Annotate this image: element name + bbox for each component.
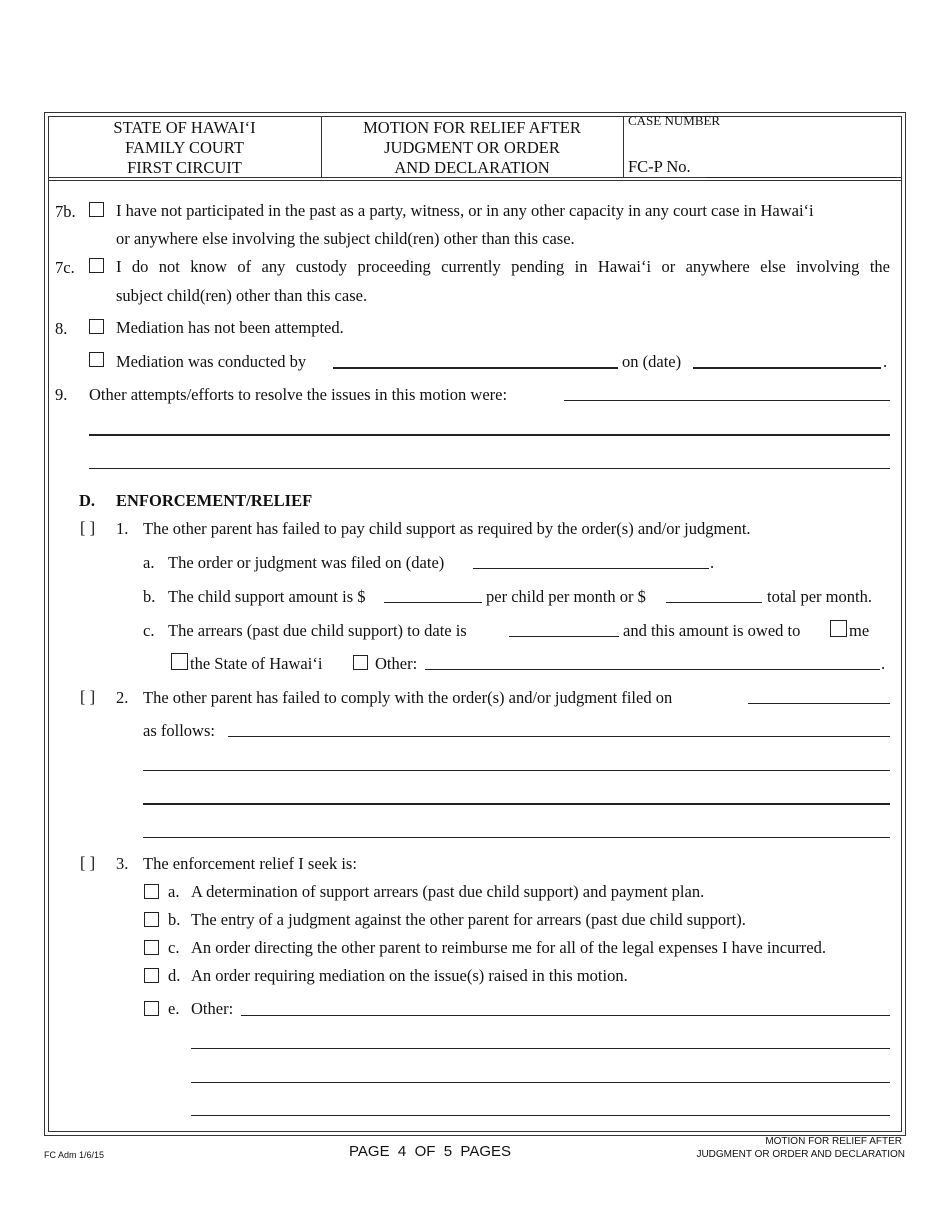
item-d1a-label: a. (143, 553, 155, 572)
support-per-child-field[interactable] (384, 602, 482, 603)
case-number-field[interactable] (706, 177, 896, 178)
item-7b-text-2: or anywhere else involving the subject child(ren) other than this case. (116, 229, 575, 248)
relief-a-label: a. (168, 882, 180, 901)
owed-to-other-checkbox[interactable] (353, 655, 368, 670)
relief-d-text: An order requiring mediation on the issue(s) raised in this motion. (191, 966, 628, 985)
header-divider-2 (623, 116, 624, 178)
case-number-label: CASE NUMBER (628, 113, 721, 128)
relief-a-text: A determination of support arrears (past due child support) and payment plan. (191, 882, 705, 901)
item-d1c-label: c. (143, 621, 155, 640)
court-line-2: FAMILY COURT (125, 138, 244, 157)
title-line-3: AND DECLARATION (394, 158, 550, 177)
noncompliance-field-3[interactable] (143, 803, 890, 805)
item-7c-number: 7c. (55, 258, 75, 277)
owed-to-me-checkbox[interactable] (830, 620, 847, 637)
relief-e-text: Other: (191, 999, 234, 1018)
owed-to-other-field[interactable] (425, 669, 880, 670)
item-d1c-text-2: and this amount is owed to (623, 621, 801, 640)
item-d2-text: The other parent has failed to comply with the order(s) and/or judgment filed on (143, 688, 673, 707)
owed-to-state-label: the State of Hawai‘i (190, 654, 323, 673)
mediation-conducted-text: Mediation was conducted by (116, 352, 307, 371)
noncompliance-field-4[interactable] (143, 837, 890, 838)
owed-to-other-label: Other: (375, 654, 418, 673)
item-d1c-text-1: The arrears (past due child support) to date is (168, 621, 467, 640)
relief-other-field-4[interactable] (191, 1115, 890, 1116)
item-d2-bracket[interactable]: [ ] (80, 687, 96, 706)
title-line-2: JUDGMENT OR ORDER (384, 138, 560, 157)
arrears-amount-field[interactable] (509, 636, 619, 637)
item-7c-checkbox[interactable] (89, 258, 104, 273)
court-line-1: STATE OF HAWAI‘I (113, 118, 256, 137)
item-d3-number: 3. (116, 854, 129, 873)
relief-a-checkbox[interactable] (144, 884, 159, 899)
item-d2-number: 2. (116, 688, 129, 707)
relief-other-field-2[interactable] (191, 1048, 890, 1049)
section-d-title: ENFORCEMENT/RELIEF (116, 491, 313, 510)
noncompliance-field-1[interactable] (228, 736, 890, 737)
item-d1-text: The other parent has failed to pay child support as required by the order(s) and/or judgment. (143, 519, 751, 538)
item-d1b-text-3: total per month. (767, 587, 872, 606)
form-title (321, 118, 623, 178)
item-d1b-text-1: The child support amount is $ (168, 587, 366, 606)
case-prefix: FC-P No. (628, 157, 691, 176)
item-d1b-text-2: per child per month or $ (486, 587, 646, 606)
item-d3-bracket[interactable]: [ ] (80, 853, 96, 872)
relief-c-text: An order directing the other parent to reimburse me for all of the legal expenses I have incurred. (191, 938, 827, 957)
relief-b-checkbox[interactable] (144, 912, 159, 927)
item-7b-text-1: I have not participated in the past as a party, witness, or in any other capacity in any court case in Hawai‘i (116, 201, 814, 220)
form-id: FC Adm 1/6/15 (44, 1150, 105, 1160)
item-d3-text: The enforcement relief I seek is: (143, 854, 357, 873)
page-number: PAGE 4 OF 5 PAGES (349, 1143, 511, 1160)
relief-c-checkbox[interactable] (144, 940, 159, 955)
relief-other-field-1[interactable] (241, 1015, 890, 1016)
mediation-not-attempted-text: Mediation has not been attempted. (116, 318, 344, 337)
mediation-not-attempted-checkbox[interactable] (89, 319, 104, 334)
mediation-date-field[interactable] (693, 367, 881, 369)
relief-d-label: d. (168, 966, 181, 985)
item-d1c-period: . (881, 654, 886, 673)
item-7b-number: 7b. (55, 202, 76, 221)
support-total-field[interactable] (666, 602, 762, 603)
mediation-conducted-checkbox[interactable] (89, 352, 104, 367)
order-filed-date-field[interactable] (473, 568, 709, 569)
item-7c-text-1: I do not know of any custody proceeding currently pending in Hawai‘i or anywhere else involving the (116, 257, 890, 276)
item-d1a-text: The order or judgment was filed on (date) (168, 553, 445, 572)
footer-title-2: JUDGMENT OR ORDER AND DECLARATION (696, 1149, 905, 1160)
other-efforts-field-3[interactable] (89, 468, 890, 469)
item-d1a-period: . (710, 553, 715, 572)
title-line-1: MOTION FOR RELIEF AFTER (363, 118, 581, 137)
judgment-filed-date-field[interactable] (748, 703, 890, 704)
other-efforts-field-2[interactable] (89, 434, 890, 436)
mediation-period: . (883, 352, 888, 371)
item-7b-checkbox[interactable] (89, 202, 104, 217)
relief-d-checkbox[interactable] (144, 968, 159, 983)
owed-to-state-checkbox[interactable] (171, 653, 188, 670)
owed-to-me-label: me (849, 621, 870, 640)
relief-e-checkbox[interactable] (144, 1001, 159, 1016)
relief-b-label: b. (168, 910, 181, 929)
item-d2-as-follows: as follows: (143, 721, 215, 740)
relief-e-label: e. (168, 999, 180, 1018)
relief-other-field-3[interactable] (191, 1082, 890, 1083)
relief-c-label: c. (168, 938, 180, 957)
court-line-3: FIRST CIRCUIT (127, 158, 242, 177)
item-d1-number: 1. (116, 519, 129, 538)
other-efforts-field-1[interactable] (564, 400, 890, 401)
item-8-number: 8. (55, 319, 68, 338)
item-9-number: 9. (55, 385, 68, 404)
item-7c-text-2: subject child(ren) other than this case. (116, 286, 368, 305)
court-name (48, 118, 321, 178)
item-d1-bracket[interactable]: [ ] (80, 518, 96, 537)
item-9-text: Other attempts/efforts to resolve the issues in this motion were: (89, 385, 508, 404)
footer-title-1: MOTION FOR RELIEF AFTER (765, 1136, 902, 1147)
mediation-on-date-label: on (date) (622, 352, 682, 371)
relief-b-text: The entry of a judgment against the other parent for arrears (past due child support). (191, 910, 746, 929)
noncompliance-field-2[interactable] (143, 770, 890, 771)
mediator-field[interactable] (333, 367, 618, 369)
item-d1b-label: b. (143, 587, 156, 606)
section-d-letter: D. (79, 491, 96, 510)
